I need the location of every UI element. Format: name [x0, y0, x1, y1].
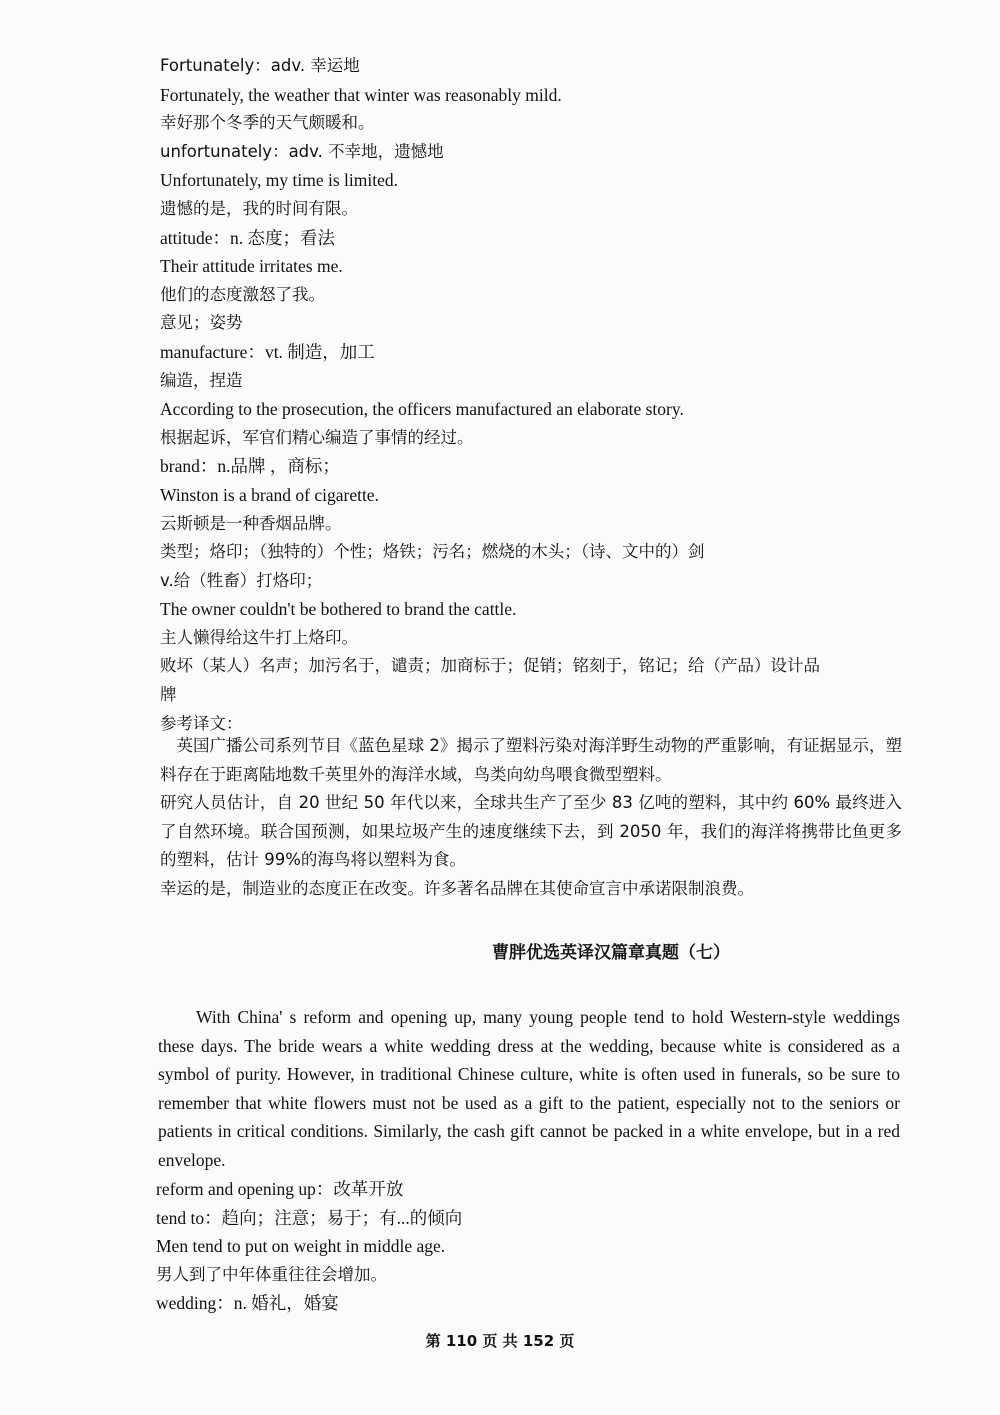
vocab-entry-unfortunately: unfortunately：adv. 不幸地，遗憾地: [160, 141, 444, 161]
example-translation: 他们的态度激怒了我。: [160, 284, 325, 304]
reference-translation-label: 参考译文：: [160, 713, 243, 733]
example-sentence: Fortunately, the weather that winter was reasonably mild.: [160, 84, 562, 105]
section-title: 曹胖优选英译汉篇章真题（七）: [492, 943, 730, 963]
vocab-entry-brand: brand：n.品牌 ，商标；: [160, 456, 340, 477]
translation-paragraph-3: 幸运的是，制造业的态度正在改变。许多著名品牌在其使命宣言中承诺限制浪费。: [160, 879, 754, 898]
english-passage: With China' s reform and opening up, many young people tend to hold Western-style weddings these days. The bride wears a white wedding dress at the wedding, because white is considered as a symbol of purity. However, in traditional Chinese culture, white is often used in funerals, so be sure to remember that white flowers must not be used as a gift to the patient, especially not to the seniors or patients in critical conditions. Similarly, the cash gift cannot be packed in a white envelope, but in a red envelope.: [158, 1007, 900, 1170]
translation-paragraph-1: 英国广播公司系列节目《蓝色星球 2》揭示了塑料污染对海洋野生动物的严重影响，有证据显示，塑料存在于距离陆地数千英里外的海洋水域，鸟类向幼鸟喂食微型塑料。: [160, 736, 902, 784]
vocab-meaning: 牌: [160, 685, 177, 705]
vocab-entry-reform: reform and opening up：改革开放: [156, 1179, 404, 1199]
vocab-meaning: v.给（牲畜）打烙印；: [160, 570, 323, 590]
example-translation: 根据起诉，军官们精心编造了事情的经过。: [160, 427, 474, 447]
example-translation: 幸好那个冬季的天气颇暖和。: [160, 113, 375, 133]
vocab-entry-attitude: attitude：n. 态度；看法: [160, 227, 335, 248]
example-translation: 云斯顿是一种香烟品牌。: [160, 513, 342, 533]
example-sentence: Their attitude irritates me.: [160, 256, 343, 277]
vocab-block-2: [156, 1175, 906, 1318]
example-translation: 主人懒得给这牛打上烙印。: [160, 627, 358, 647]
example-sentence: The owner couldn't be bothered to brand the cattle.: [160, 599, 517, 620]
vocab-block-1: [160, 52, 910, 738]
example-sentence: Winston is a brand of cigarette.: [160, 484, 379, 505]
vocab-meaning: 编造，捏造: [160, 370, 243, 390]
vocab-meaning: 类型；烙印；（独特的）个性；烙铁；污名；燃烧的木头；（诗、文中的）剑: [160, 542, 705, 562]
vocab-entry-wedding: wedding：n. 婚礼，婚宴: [156, 1293, 339, 1314]
page-footer: 第 110 页 共 152 页: [425, 1332, 575, 1350]
example-translation: 遗憾的是，我的时间有限。: [160, 198, 358, 218]
example-sentence: Men tend to put on weight in middle age.: [156, 1236, 446, 1257]
example-sentence: Unfortunately, my time is limited.: [160, 170, 398, 191]
vocab-meaning: 意见；姿势: [160, 313, 243, 333]
vocab-entry-tend-to: tend to：趋向；注意；易于；有...的倾向: [156, 1207, 463, 1228]
vocab-meaning: 败坏（某人）名声；加污名于，谴责；加商标于；促销；铭刻于，铭记；给（产品）设计品: [160, 656, 820, 676]
translation-paragraph-2: 研究人员估计，自 20 世纪 50 年代以来，全球共生产了至少 83 亿吨的塑料，其中约 60% 最终进入了自然环境。联合国预测，如果垃圾产生的速度继续下去，到 2050 年，我们的海洋将携带比鱼更多的塑料，估计 99%的海鸟将以塑料为食。: [160, 793, 902, 870]
example-translation: 男人到了中年体重往往会增加。: [156, 1264, 387, 1284]
example-sentence: According to the prosecution, the officers manufactured an elaborate story.: [160, 399, 684, 420]
vocab-entry-fortunately: Fortunately：adv. 幸运地: [160, 56, 360, 75]
vocab-entry-manufacture: manufacture：vt. 制造，加工: [160, 341, 375, 362]
